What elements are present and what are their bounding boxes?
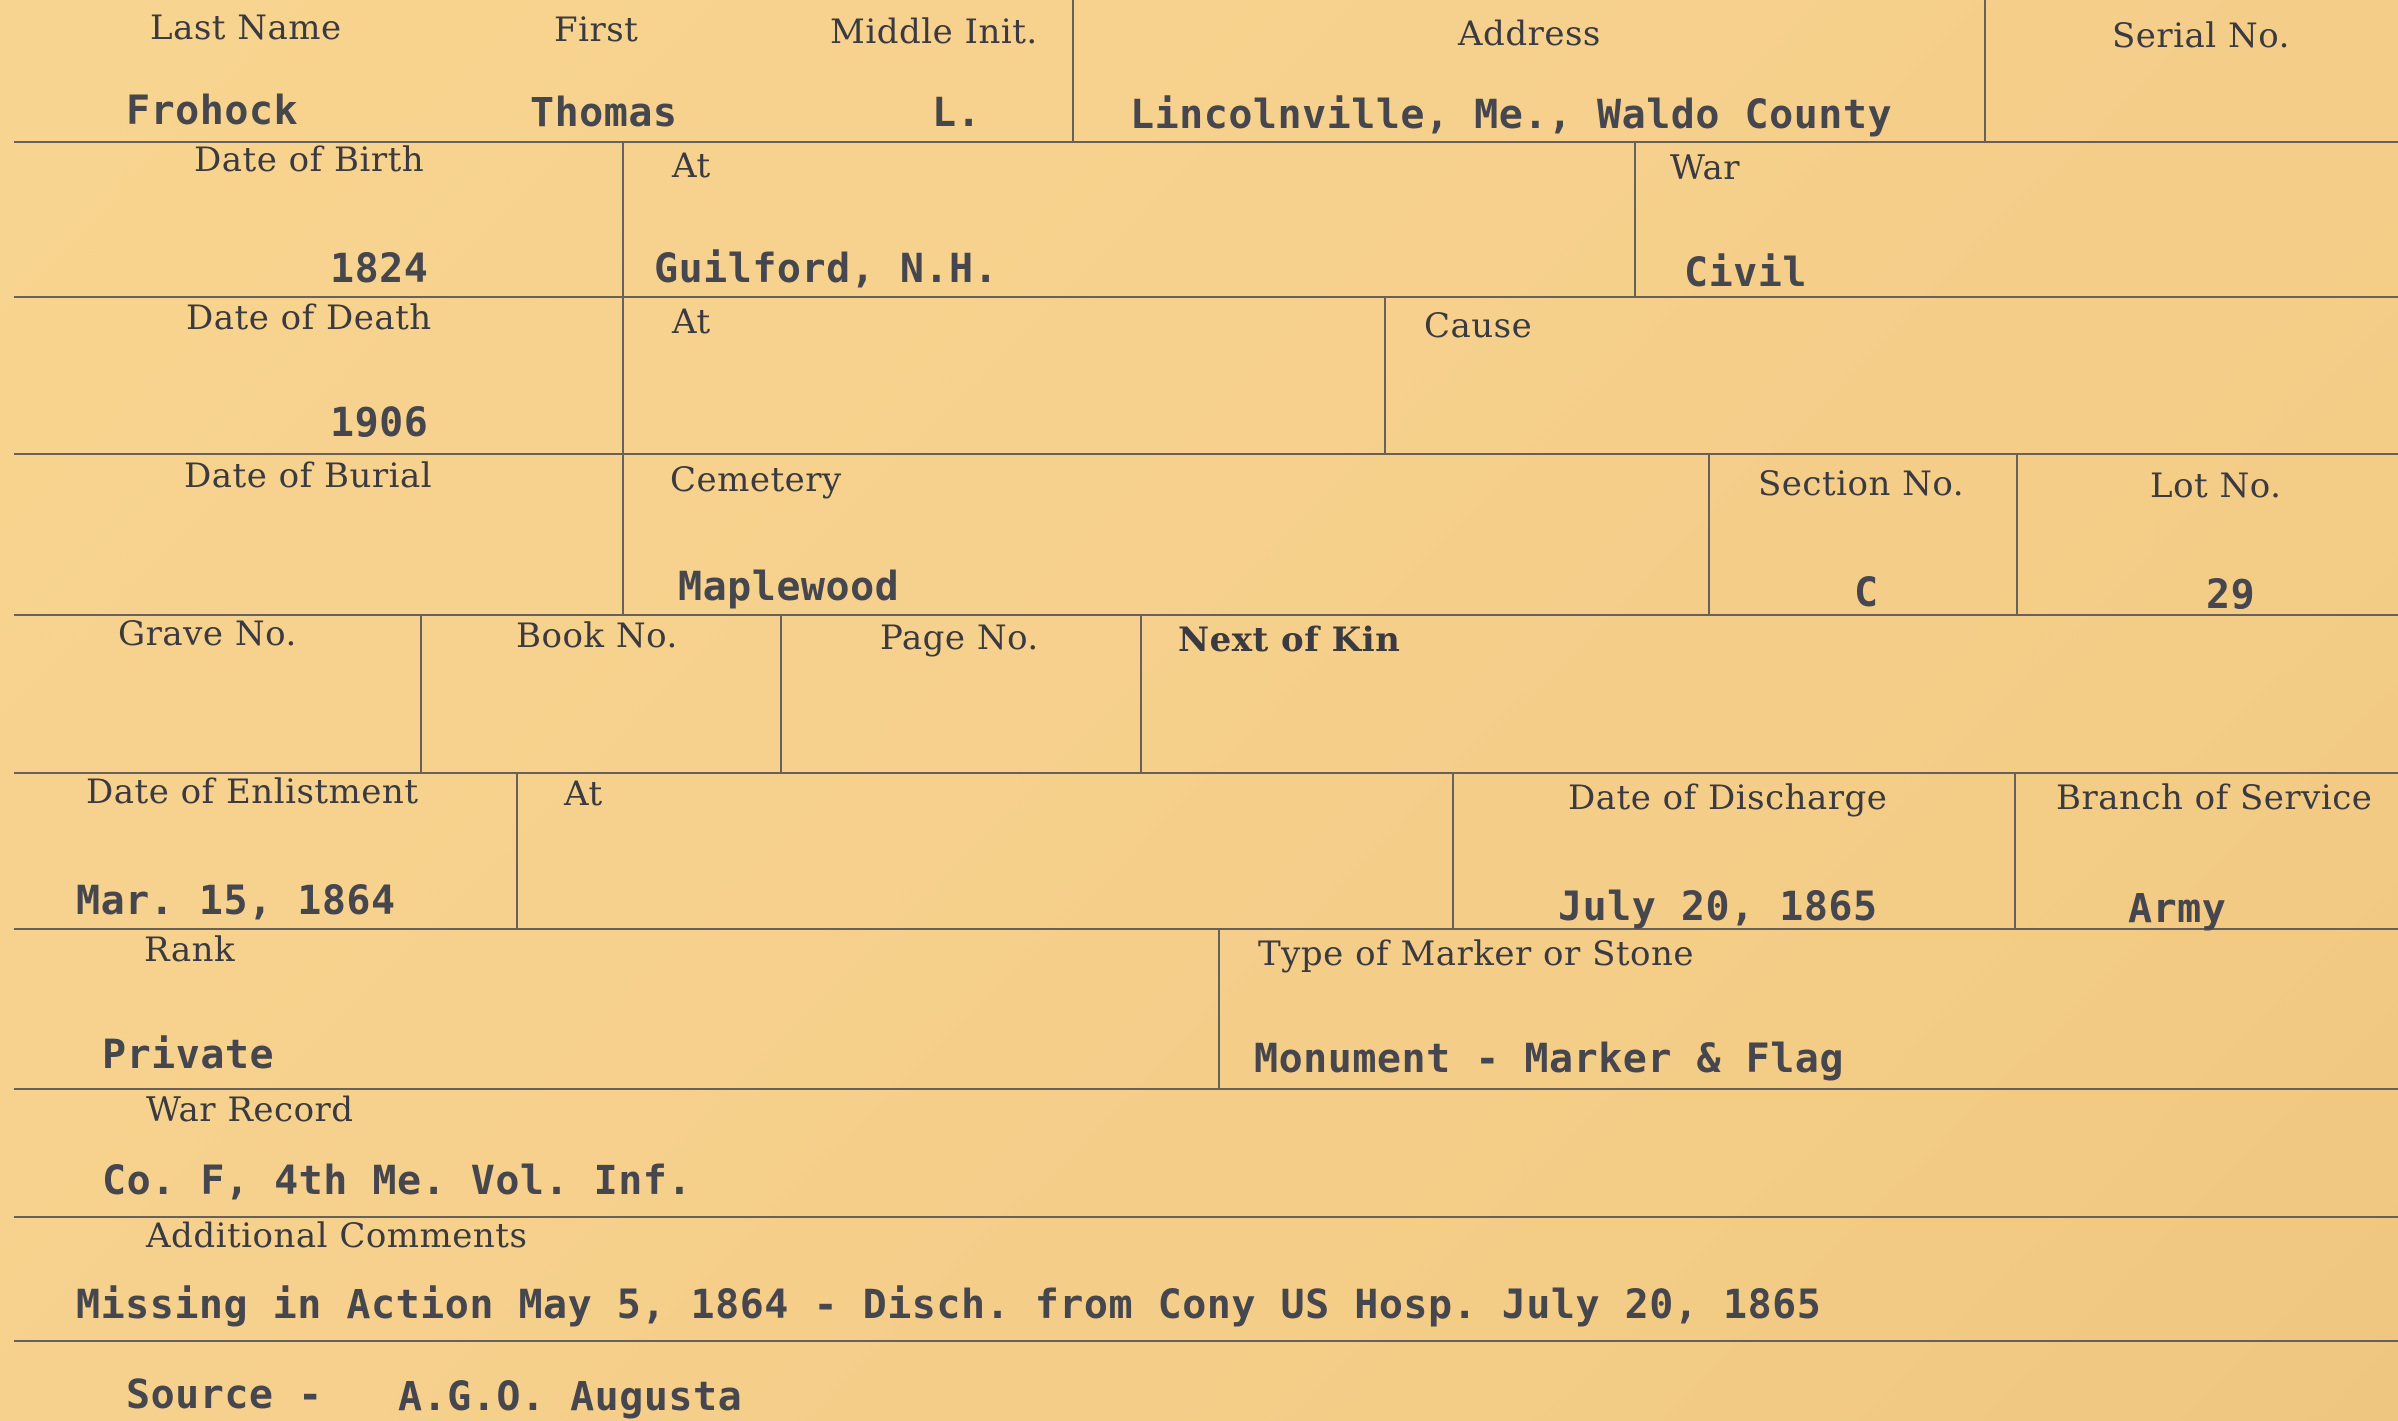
date-of-burial-label: Date of Burial <box>184 456 433 496</box>
first-name-value: Thomas <box>530 90 678 136</box>
column-divider <box>420 616 422 772</box>
book-number-label: Book No. <box>516 616 678 656</box>
column-divider <box>1634 143 1636 296</box>
date-of-death-label: Date of Death <box>186 298 432 338</box>
lot-number-label: Lot No. <box>2150 466 2282 506</box>
last-name-value: Frohock <box>126 88 299 134</box>
branch-of-service-value: Army <box>2128 886 2227 932</box>
column-divider <box>516 774 518 928</box>
last-name-label: Last Name <box>150 8 342 48</box>
birth-place-label: At <box>672 146 711 186</box>
row-divider <box>14 1340 2398 1342</box>
date-of-birth-label: Date of Birth <box>194 140 425 180</box>
column-divider <box>1984 0 1986 141</box>
section-number-label: Section No. <box>1758 464 1965 504</box>
next-of-kin-label: Next of Kin <box>1178 620 1401 660</box>
row-divider <box>14 614 2398 616</box>
date-of-birth-value: 1824 <box>330 246 429 292</box>
column-divider <box>1452 774 1454 928</box>
date-of-discharge-label: Date of Discharge <box>1568 778 1888 818</box>
section-number-value: C <box>1854 570 1879 616</box>
birth-place-value: Guilford, N.H. <box>654 246 999 292</box>
column-divider <box>2014 774 2016 928</box>
column-divider <box>622 143 624 296</box>
date-of-enlistment-value: Mar. 15, 1864 <box>76 878 396 924</box>
column-divider <box>622 455 624 614</box>
cemetery-label: Cemetery <box>670 460 842 500</box>
war-value: Civil <box>1684 250 1807 296</box>
row-divider <box>14 1088 2398 1090</box>
column-divider <box>780 616 782 772</box>
grave-number-label: Grave No. <box>118 614 297 654</box>
source-label: Source - <box>126 1372 323 1418</box>
date-of-death-value: 1906 <box>330 400 429 446</box>
date-of-enlistment-label: Date of Enlistment <box>86 772 419 812</box>
column-divider <box>1218 930 1220 1088</box>
page-number-label: Page No. <box>880 618 1039 658</box>
additional-comments-value: Missing in Action May 5, 1864 - Disch. from Cony US Hosp. July 20, 1865 <box>76 1282 1822 1328</box>
enlistment-place-label: At <box>564 774 603 814</box>
column-divider <box>1384 298 1386 453</box>
row-divider <box>14 453 2398 455</box>
cemetery-value: Maplewood <box>678 564 900 610</box>
cause-label: Cause <box>1424 306 1533 346</box>
middle-initial-label: Middle Init. <box>830 12 1038 52</box>
serial-number-label: Serial No. <box>2112 16 2290 56</box>
column-divider <box>2016 455 2018 614</box>
additional-comments-label: Additional Comments <box>146 1216 528 1256</box>
middle-initial-value: L. <box>932 90 982 136</box>
source-value: A.G.O. Augusta <box>398 1374 743 1420</box>
row-divider <box>14 928 2398 930</box>
rank-value: Private <box>102 1032 275 1078</box>
lot-number-value: 29 <box>2206 572 2256 618</box>
first-name-label: First <box>554 10 639 50</box>
war-record-value: Co. F, 4th Me. Vol. Inf. <box>102 1158 692 1204</box>
column-divider <box>1708 455 1710 614</box>
war-label: War <box>1670 148 1741 188</box>
war-record-label: War Record <box>146 1090 354 1130</box>
marker-type-value: Monument - Marker & Flag <box>1254 1036 1844 1082</box>
death-place-label: At <box>672 302 711 342</box>
date-of-discharge-value: July 20, 1865 <box>1558 884 1878 930</box>
rank-label: Rank <box>144 930 236 970</box>
address-value: Lincolnville, Me., Waldo County <box>1130 92 1893 138</box>
address-label: Address <box>1458 14 1601 54</box>
column-divider <box>622 298 624 453</box>
branch-of-service-label: Branch of Service <box>2056 778 2373 818</box>
column-divider <box>1072 0 1074 141</box>
column-divider <box>1140 616 1142 772</box>
marker-type-label: Type of Marker or Stone <box>1258 934 1695 974</box>
